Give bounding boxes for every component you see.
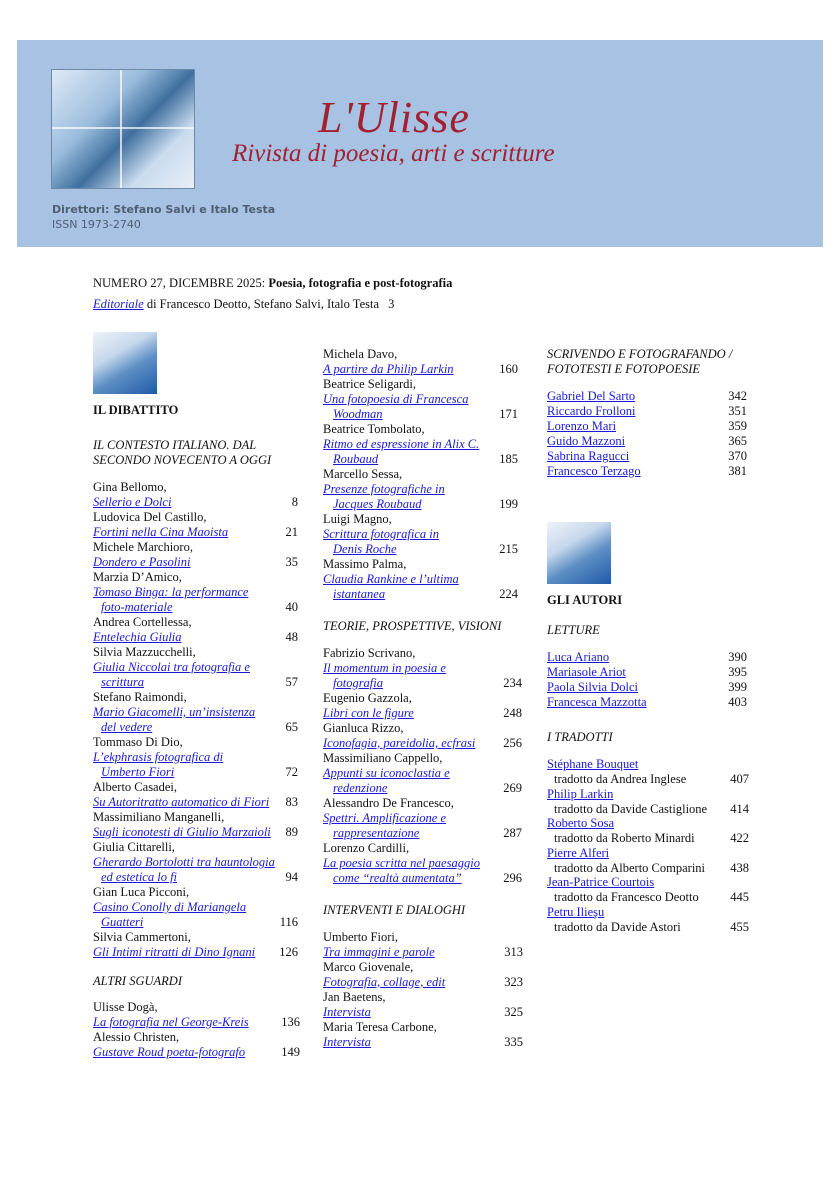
article-title-link[interactable]: Roubaud xyxy=(333,452,379,466)
translated-author-link[interactable]: Philip Larkin xyxy=(547,786,614,801)
page-number: 83 xyxy=(285,795,298,809)
page-number: 126 xyxy=(279,945,298,959)
page-number: 359 xyxy=(728,419,747,433)
article-title-link[interactable]: Una fotopoesia di Francesca xyxy=(323,392,469,406)
author-link[interactable]: Lorenzo Mari xyxy=(547,419,617,433)
article-title-link[interactable]: Denis Roche xyxy=(333,542,397,556)
page-number: 65 xyxy=(285,720,298,734)
subsection-title: IL CONTESTO ITALIANO. DAL xyxy=(93,438,257,452)
article-title-link[interactable]: Gustave Roud poeta-fotografo xyxy=(93,1045,246,1059)
article-author: Alberto Casadei, xyxy=(93,780,178,794)
page-number: 48 xyxy=(285,630,298,644)
article-title-link[interactable]: Il momentum in poesia e xyxy=(323,661,446,675)
page-number: 89 xyxy=(285,825,298,839)
page-number: 422 xyxy=(730,831,749,846)
article-title-link[interactable]: Entelechia Giulia xyxy=(93,630,182,644)
page-number: 313 xyxy=(504,945,523,959)
article-title-link[interactable]: Sellerio e Dolci xyxy=(93,495,172,509)
magazine-title: L'Ulisse xyxy=(318,93,470,142)
page-number: 335 xyxy=(504,1035,523,1049)
article-title-link[interactable]: Ritmo ed espressione in Alix C. xyxy=(323,437,480,451)
page-number: 455 xyxy=(730,920,749,934)
editorial-line xyxy=(93,297,394,312)
article-title-link[interactable]: Gherardo Bortolotti tra hauntologia xyxy=(93,855,275,869)
page-number: 287 xyxy=(503,826,522,840)
article-title-link[interactable]: fotografia xyxy=(333,676,384,690)
editorial-link[interactable]: Editoriale xyxy=(93,297,144,311)
subsection-title: TEORIE, PROSPETTIVE, VISIONI xyxy=(323,619,502,633)
author-link[interactable]: Gabriel Del Sarto xyxy=(547,389,636,403)
article-title-link[interactable]: Iconofagia, pareidolia, ecfrasi xyxy=(323,736,476,750)
page-number: 438 xyxy=(730,860,749,875)
subsection-title: ALTRI SGUARDI xyxy=(93,974,182,988)
article-title-link[interactable]: Fortini nella Cina Maoista xyxy=(93,525,229,539)
page-number: 296 xyxy=(503,871,522,885)
section-thumbnail-image xyxy=(547,522,611,584)
article-author: Silvia Cammertoni, xyxy=(93,930,191,944)
page-number: 199 xyxy=(499,497,518,511)
page-number: 21 xyxy=(285,525,298,539)
article-author: Alessio Christen, xyxy=(93,1030,180,1044)
page-number: 342 xyxy=(728,389,747,403)
translated-author-link[interactable]: Roberto Sosa xyxy=(547,816,615,831)
translator-credit: tradotto da Alberto Comparini xyxy=(554,860,706,875)
article-author: Maria Teresa Carbone, xyxy=(323,1020,437,1034)
article-author: Beatrice Seligardi, xyxy=(323,377,417,391)
issue-line xyxy=(93,276,452,291)
translated-author-link[interactable]: Jean-Patrice Courtois xyxy=(547,875,655,890)
page-number: 445 xyxy=(730,890,749,905)
article-title-link[interactable]: Spettri. Amplificazione e xyxy=(323,811,447,825)
article-author: Luigi Magno, xyxy=(323,512,392,526)
article-title-link[interactable]: redenzione xyxy=(333,781,388,795)
page-number: 224 xyxy=(499,587,518,601)
page-number: 365 xyxy=(728,434,747,448)
article-title-link[interactable]: Jacques Roubaud xyxy=(333,497,422,511)
author-link[interactable]: Riccardo Frolloni xyxy=(547,404,636,418)
page-number: 325 xyxy=(504,1005,523,1019)
article-author: Massimiliano Cappello, xyxy=(323,751,443,765)
article-author: Lorenzo Cardilli, xyxy=(323,841,410,855)
issue-theme: Poesia, fotografia e post-fotografia xyxy=(268,276,453,290)
article-author: Andrea Cortellessa, xyxy=(93,615,192,629)
section-heading: IL DIBATTITO xyxy=(93,403,179,417)
article-title-link[interactable]: rappresentazione xyxy=(333,826,420,840)
article-title-link[interactable]: Giulia Niccolai tra fotografia e xyxy=(93,660,250,674)
page-number: 269 xyxy=(503,781,522,795)
article-title-link[interactable]: Claudia Rankine e l’ultima xyxy=(323,572,459,586)
page-number: 8 xyxy=(291,495,298,509)
article-title-link[interactable]: Appunti su iconoclastia e xyxy=(323,766,450,780)
section-thumbnail-image xyxy=(93,332,157,394)
article-author: Marcello Sessa, xyxy=(323,467,403,481)
article-title-link[interactable]: scrittura xyxy=(101,675,145,689)
editorial-page: 3 xyxy=(388,297,395,311)
subsection-title: SCRIVENDO E FOTOGRAFANDO / xyxy=(547,347,733,361)
subsection-title: FOTOTESTI E FOTOPOESIE xyxy=(547,362,701,376)
article-title-link[interactable]: Mario Giacomelli, un’insistenza xyxy=(93,705,256,719)
article-author: Silvia Mazzucchelli, xyxy=(93,645,196,659)
article-title-link[interactable]: Guatteri xyxy=(101,915,144,929)
article-title-link[interactable]: Presenze fotografiche in xyxy=(323,482,445,496)
article-author: Michela Davo, xyxy=(323,347,398,361)
article-author: Massimiliano Manganelli, xyxy=(93,810,225,824)
page-number: 149 xyxy=(281,1045,300,1059)
author-link[interactable]: Francesco Terzago xyxy=(547,464,641,478)
article-title-link[interactable]: foto-materiale xyxy=(101,600,173,614)
article-author: Michele Marchioro, xyxy=(93,540,193,554)
issue-label: NUMERO 27, DICEMBRE 2025: xyxy=(93,276,266,290)
subsection-title: LETTURE xyxy=(547,623,600,637)
page-number: 399 xyxy=(728,680,747,694)
page-number: 94 xyxy=(285,870,298,884)
page-number: 57 xyxy=(285,675,298,689)
page-number: 370 xyxy=(728,449,747,463)
article-title-link[interactable]: Woodman xyxy=(333,407,383,421)
article-author: Tommaso Di Dio, xyxy=(93,735,183,749)
page-number: 407 xyxy=(730,772,749,786)
article-title-link[interactable]: Fotografia, collage, edit xyxy=(323,975,446,989)
author-link[interactable]: Guido Mazzoni xyxy=(547,434,626,448)
article-author: Beatrice Tombolato, xyxy=(323,422,425,436)
page-number: 414 xyxy=(730,801,749,816)
article-title-link[interactable]: del vedere xyxy=(101,720,153,734)
article-author: Jan Baetens, xyxy=(323,990,386,1004)
subsection-title: SECONDO NOVECENTO A OGGI xyxy=(93,453,272,467)
subsection-title: INTERVENTI E DIALOGHI xyxy=(323,903,466,917)
page-number: 160 xyxy=(499,362,518,376)
page-number: 323 xyxy=(504,975,523,989)
author-link[interactable]: Luca Ariano xyxy=(547,650,610,664)
magazine-subtitle: Rivista di poesia, arti e scritture xyxy=(232,140,555,167)
translator-credit: tradotto da Francesco Deotto xyxy=(554,890,699,905)
page-number: 403 xyxy=(728,695,747,709)
section-heading: GLI AUTORI xyxy=(547,593,623,607)
article-author: Giulia Cittarelli, xyxy=(93,840,175,854)
page-number: 171 xyxy=(499,407,518,421)
page-number: 40 xyxy=(285,600,298,614)
article-title-link[interactable]: Su Autoritratto automatico di Fiori xyxy=(93,795,270,809)
translated-author-link[interactable]: Stéphane Bouquet xyxy=(547,757,639,771)
translated-author-link[interactable]: Petru Ilieşu xyxy=(547,905,605,919)
page-number: 395 xyxy=(728,665,747,679)
subsection-title: I TRADOTTI xyxy=(547,730,613,744)
article-title-link[interactable]: Intervista xyxy=(323,1005,371,1019)
article-author: Alessandro De Francesco, xyxy=(323,796,454,810)
article-author: Ludovica Del Castillo, xyxy=(93,510,207,524)
editorial-authors: di Francesco Deotto, Stefano Salvi, Italo Testa xyxy=(146,297,379,311)
page-number: 136 xyxy=(281,1015,300,1029)
article-author: Gianluca Rizzo, xyxy=(323,721,404,735)
translator-credit: tradotto da Roberto Minardi xyxy=(554,831,695,846)
article-author: Ulisse Dogà, xyxy=(93,1000,158,1014)
article-title-link[interactable]: Sugli iconotesti di Giulio Marzaioli xyxy=(93,825,271,839)
article-title-link[interactable]: Libri con le figure xyxy=(323,706,414,720)
page-number: 215 xyxy=(499,542,518,556)
article-title-link[interactable]: Scrittura fotografica in xyxy=(323,527,439,541)
page-number: 390 xyxy=(728,650,747,664)
article-author: Marzia D’Amico, xyxy=(93,570,182,584)
page-number: 116 xyxy=(279,915,298,929)
article-title-link[interactable]: A partire da Philip Larkin xyxy=(323,362,454,376)
article-title-link[interactable]: Intervista xyxy=(323,1035,371,1049)
translated-author-link[interactable]: Pierre Alferi xyxy=(547,845,610,860)
translator-credit: tradotto da Andrea Inglese xyxy=(554,772,687,786)
article-author: Stefano Raimondi, xyxy=(93,690,187,704)
page-number: 381 xyxy=(728,464,747,478)
article-author: Gina Bellomo, xyxy=(93,480,167,494)
issn-line: ISSN 1973-2740 xyxy=(52,218,141,231)
author-link[interactable]: Francesca Mazzotta xyxy=(547,695,647,709)
page-number: 351 xyxy=(728,404,747,418)
page-number: 256 xyxy=(503,736,522,750)
article-author: Umberto Fiori, xyxy=(323,930,398,944)
article-title-link[interactable]: ed estetica lo fi xyxy=(101,870,178,884)
page-number: 185 xyxy=(499,452,518,466)
translator-credit: tradotto da Davide Astori xyxy=(554,920,681,934)
page-number: 35 xyxy=(285,555,298,569)
page-number: 234 xyxy=(503,676,522,690)
article-author: Gian Luca Picconi, xyxy=(93,885,190,899)
article-title-link[interactable]: Casino Conolly di Mariangela xyxy=(93,900,247,914)
article-title-link[interactable]: Umberto Fiori xyxy=(101,765,175,779)
article-title-link[interactable]: Dondero e Pasolini xyxy=(93,555,191,569)
article-title-link[interactable]: Gli Intimi ritratti di Dino Ignani xyxy=(93,945,256,959)
author-link[interactable]: Mariasole Ariot xyxy=(547,665,626,679)
author-link[interactable]: Sabrina Ragucci xyxy=(547,449,630,463)
article-title-link[interactable]: La fotografia nel George-Kreis xyxy=(93,1015,249,1029)
article-title-link[interactable]: L’ekphrasis fotografica di xyxy=(93,750,224,764)
article-title-link[interactable]: come “realtà aumentata” xyxy=(333,871,462,885)
article-title-link[interactable]: istantanea xyxy=(333,587,386,601)
article-author: Marco Giovenale, xyxy=(323,960,414,974)
article-title-link[interactable]: Tomaso Binga: la performance xyxy=(93,585,249,599)
article-author: Massimo Palma, xyxy=(323,557,407,571)
article-title-link[interactable]: Tra immagini e parole xyxy=(323,945,435,959)
article-title-link[interactable]: La poesia scritta nel paesaggio xyxy=(323,856,480,870)
page-number: 72 xyxy=(285,765,298,779)
directors-line: Direttori: Stefano Salvi e Italo Testa xyxy=(52,203,276,216)
magazine-logo-image xyxy=(51,69,195,189)
author-link[interactable]: Paola Silvia Dolci xyxy=(547,680,638,694)
article-author: Fabrizio Scrivano, xyxy=(323,646,416,660)
article-author: Eugenio Gazzola, xyxy=(323,691,412,705)
translator-credit: tradotto da Davide Castiglione xyxy=(554,801,708,816)
page-number: 248 xyxy=(503,706,522,720)
